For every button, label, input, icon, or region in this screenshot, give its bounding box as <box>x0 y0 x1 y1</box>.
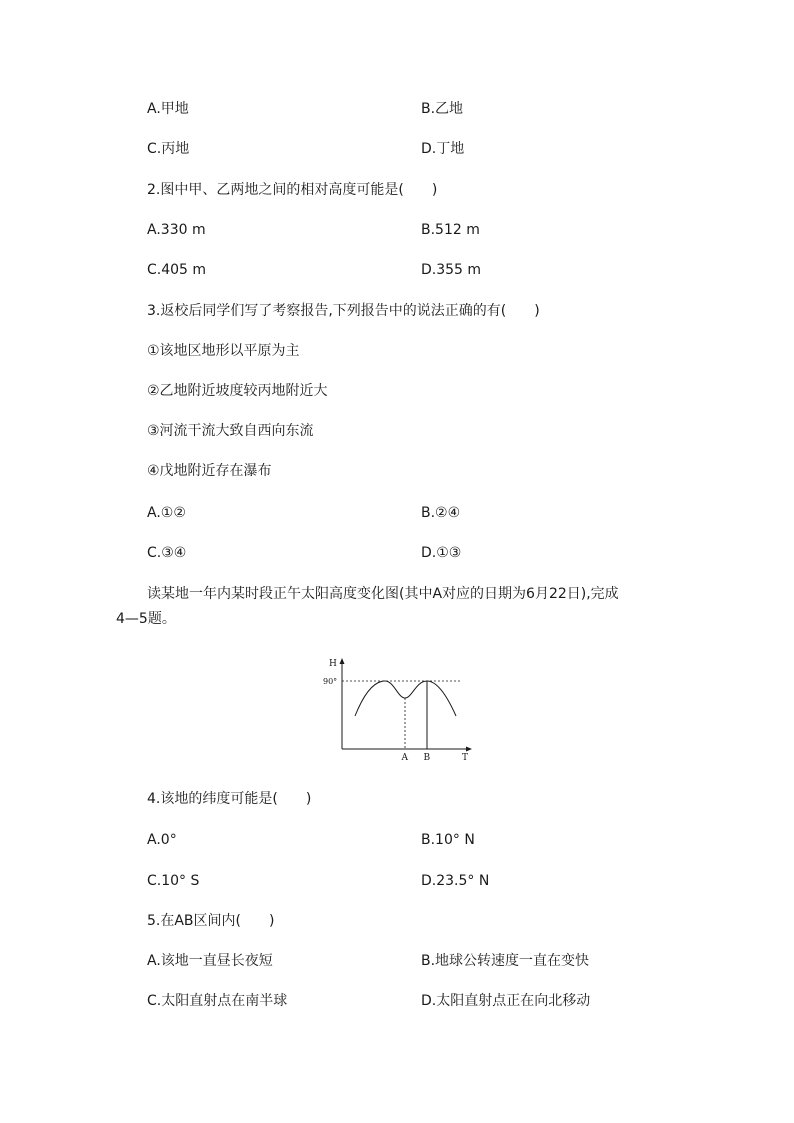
intro-line-1: 读某地一年内某时段正午太阳高度变化图(其中A对应的日期为6月22日),完成 <box>147 586 619 602</box>
q3-option-a: A.①② <box>147 505 186 521</box>
q1-option-d: D.丁地 <box>421 141 465 157</box>
x-axis-arrow <box>466 747 472 752</box>
q3-item-3: ③河流干流大致自西向东流 <box>147 423 314 439</box>
q1-option-a: A.甲地 <box>147 101 189 117</box>
q4-stem: 4.该地的纬度可能是( ) <box>147 791 312 807</box>
y-axis-label: H <box>329 659 337 669</box>
q2-stem: 2.图中甲、乙两地之间的相对高度可能是( ) <box>147 182 438 198</box>
point-b-label: B <box>423 753 431 763</box>
x-axis-label: T <box>462 753 469 763</box>
q3-stem: 3.返校后同学们写了考察报告,下列报告中的说法正确的有( ) <box>147 303 540 319</box>
q4-option-c: C.10° S <box>147 873 200 889</box>
q3-item-1: ①该地区地形以平原为主 <box>147 343 300 359</box>
q1-option-b: B.乙地 <box>421 101 464 117</box>
q5-option-c: C.太阳直射点在南半球 <box>147 993 288 1009</box>
q3-item-4: ④戊地附近存在瀑布 <box>147 463 272 479</box>
q4-option-d: D.23.5° N <box>421 873 490 889</box>
sun-altitude-figure <box>318 654 478 764</box>
q5-option-a: A.该地一直昼长夜短 <box>147 953 273 969</box>
q2-option-c: C.405 m <box>147 262 207 278</box>
q3-option-c: C.③④ <box>147 545 187 561</box>
q2-option-b: B.512 m <box>421 222 480 238</box>
q5-stem: 5.在AB区间内( ) <box>147 913 275 929</box>
q5-option-d: D.太阳直射点正在向北移动 <box>421 993 591 1009</box>
sun-altitude-curve <box>355 681 456 716</box>
q2-option-a: A.330 m <box>147 222 206 238</box>
q3-option-b: B.②④ <box>421 505 461 521</box>
point-a-label: A <box>401 753 408 763</box>
q2-option-d: D.355 m <box>421 262 482 278</box>
q1-option-c: C.丙地 <box>147 141 190 157</box>
q5-option-b: B.地球公转速度一直在变快 <box>421 953 590 969</box>
intro-line-2: 4—5题。 <box>116 611 176 627</box>
q3-item-2: ②乙地附近坡度较丙地附近大 <box>147 383 328 399</box>
y-tick-label: 90° <box>323 677 338 686</box>
q3-option-d: D.①③ <box>421 545 462 561</box>
y-axis-arrow <box>340 658 345 664</box>
q4-option-a: A.0° <box>147 832 177 848</box>
q4-option-b: B.10° N <box>421 832 475 848</box>
